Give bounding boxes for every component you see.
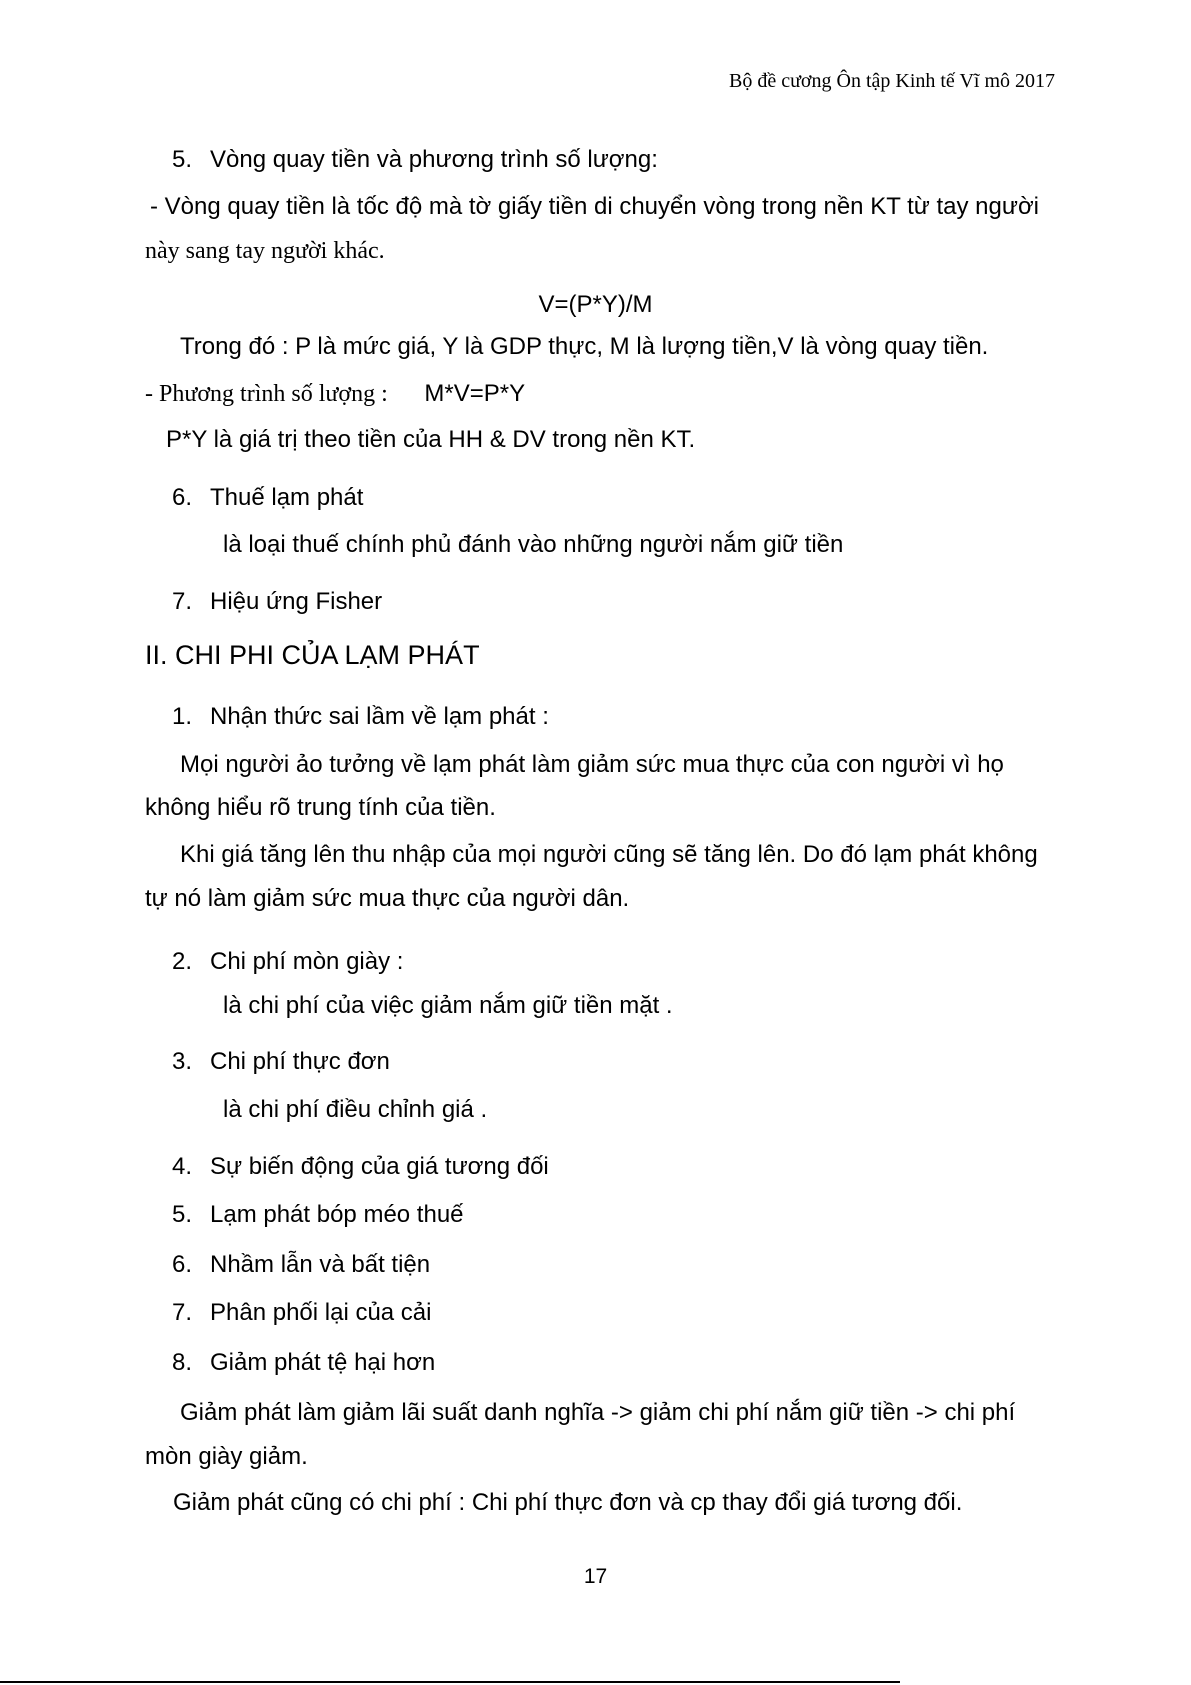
- running-header: Bộ đề cương Ôn tập Kinh tế Vĩ mô 2017: [728, 70, 1055, 92]
- item-title: Nhận thức sai lầm về lạm phát :: [210, 703, 549, 730]
- item-number: 1.: [172, 703, 193, 730]
- equation-line: [145, 379, 525, 409]
- item-3-heading: [172, 1047, 390, 1077]
- item-title: Lạm phát bóp méo thuế: [210, 1201, 464, 1228]
- item-number: 7.: [172, 588, 193, 615]
- paragraph-line: là chi phí điều chỉnh giá .: [223, 1096, 488, 1123]
- item-number: 7.: [172, 1299, 193, 1326]
- item-number: 6.: [172, 484, 193, 511]
- paragraph-line: P*Y là giá trị theo tiền của HH & DV trong nền KT.: [166, 426, 696, 453]
- paragraph-line: là loại thuế chính phủ đánh vào những người nắm giữ tiền: [223, 531, 844, 558]
- item-title: Chi phí mòn giày :: [210, 948, 404, 975]
- item-7-heading: [172, 587, 382, 617]
- item-6-heading: [172, 1250, 430, 1280]
- paragraph-line: Mọi người ảo tưởng về lạm phát làm giảm sức mua thực của con người vì họ: [180, 751, 1004, 778]
- item-number: 6.: [172, 1251, 193, 1278]
- item-title: Nhầm lẫn và bất tiện: [210, 1251, 431, 1278]
- item-5-heading: [172, 1200, 464, 1230]
- item-number: 4.: [172, 1153, 193, 1180]
- paragraph-line: Giảm phát làm giảm lãi suất danh nghĩa -> giảm chi phí nắm giữ tiền -> chi phí: [180, 1399, 1016, 1426]
- item-number: 5.: [172, 146, 193, 173]
- equation: M*V=P*Y: [424, 380, 526, 407]
- section-heading: II. CHI PHI CỦA LẠM PHÁT: [145, 640, 480, 670]
- item-title: Giảm phát tệ hại hơn: [210, 1349, 436, 1376]
- paragraph-line: tự nó làm giảm sức mua thực của người dân.: [145, 885, 630, 912]
- item-title: Thuế lạm phát: [210, 484, 364, 511]
- item-1-heading: [172, 702, 549, 732]
- formula: V=(P*Y)/M: [538, 291, 653, 318]
- item-title: Hiệu ứng Fisher: [210, 588, 383, 615]
- paragraph-line: Giảm phát cũng có chi phí : Chi phí thực đơn và cp thay đổi giá tương đối.: [173, 1489, 963, 1516]
- footer-divider: [0, 1681, 900, 1683]
- page-number: 17: [583, 1565, 608, 1588]
- paragraph-line: mòn giày giảm.: [145, 1443, 308, 1470]
- equation-label: - Phương trình số lượng :: [145, 381, 388, 407]
- paragraph-line: là chi phí của việc giảm nắm giữ tiền mặt .: [223, 992, 673, 1019]
- item-number: 5.: [172, 1201, 193, 1228]
- paragraph-line: này sang tay người khác.: [145, 238, 385, 264]
- paragraph-line: Trong đó : P là mức giá, Y là GDP thực, M là lượng tiền,V là vòng quay tiền.: [180, 333, 989, 360]
- item-number: 8.: [172, 1349, 193, 1376]
- item-7-heading: [172, 1298, 431, 1328]
- item-number: 3.: [172, 1048, 193, 1075]
- paragraph-line: Khi giá tăng lên thu nhập của mọi người cũng sẽ tăng lên. Do đó lạm phát không: [180, 841, 1038, 868]
- item-8-heading: [172, 1348, 435, 1378]
- paragraph-line: - Vòng quay tiền là tốc độ mà tờ giấy tiền di chuyển vòng trong nền KT từ tay người: [150, 193, 1040, 220]
- item-2-heading: [172, 947, 403, 977]
- item-4-heading: [172, 1152, 549, 1182]
- item-5-heading: [172, 145, 658, 175]
- item-title: Sự biến động của giá tương đối: [210, 1153, 549, 1180]
- item-number: 2.: [172, 948, 193, 975]
- item-title: Vòng quay tiền và phương trình số lượng:: [210, 146, 658, 173]
- item-6-heading: [172, 483, 363, 513]
- item-title: Phân phối lại của cải: [210, 1299, 432, 1326]
- item-title: Chi phí thực đơn: [210, 1048, 390, 1075]
- paragraph-line: không hiểu rõ trung tính của tiền.: [145, 794, 496, 821]
